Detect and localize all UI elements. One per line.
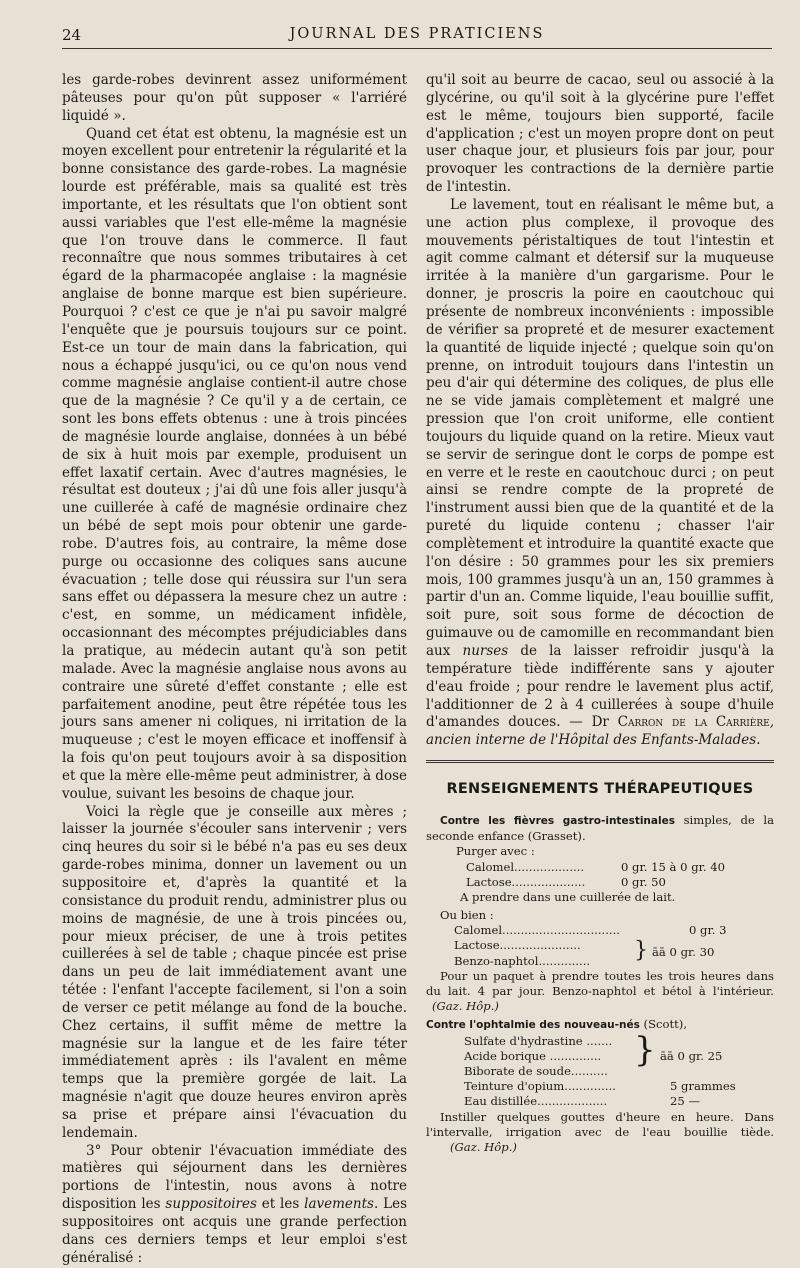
instruction: Ou bien :	[440, 908, 494, 923]
text-run: Pour un paquet à prendre toutes les trois heures dans du lait. 4 par jour. Benzo-naphtol et bétol à l'intérieur.	[426, 968, 774, 999]
section-divider	[426, 760, 774, 761]
paragraph	[426, 197, 774, 750]
source: (Gaz. Hôp.)	[450, 1140, 517, 1155]
instruction: A prendre dans une cuillerée de lait.	[460, 889, 676, 904]
dose: 25 —	[670, 1094, 701, 1109]
ingredient: Biborate de soude..........	[464, 1064, 608, 1079]
therapeutic-notes	[426, 813, 774, 1155]
prescription-line	[464, 1049, 774, 1064]
paragraph	[62, 1143, 407, 1268]
author-name: Carron de la Carrière	[617, 714, 770, 731]
author-role: , ancien interne de l'Hôpital des Enfants-Malades.	[426, 714, 774, 749]
prescription-line	[464, 1064, 774, 1079]
prescription-line	[454, 923, 774, 938]
ingredient: Lactose......................	[454, 938, 581, 953]
prescription-line	[466, 875, 774, 890]
remedy-title: Contre l'ophtalmie des nouveau-nés	[426, 1019, 640, 1032]
ingredient: Lactose....................	[466, 874, 586, 889]
text-run: et les	[256, 1196, 305, 1213]
instruction: Purger avec :	[456, 844, 535, 859]
remedy-heading	[426, 1017, 774, 1033]
section-title: RENSEIGNEMENTS THÉRAPEUTIQUES	[446, 781, 754, 798]
paragraph: Quand cet état est obtenu, la magnésie est un moyen excellent pour entretenir la régularité et la bonne consistance des garde-robes. La magnésie lourde est préférable, mais sa qualité est très importante, et les résultats que l'on obtient sont aussi variables que l'est elle-même la magnésie que l'on trouve dans le commerce. Il faut reconnaître que nous sommes tributaires à cet égard de la pharmacopée anglaise : la magnésie anglaise de bonne marque est bien supérieure. Pourquoi ? c'est ce que je n'ai pu savoir malgré l'enquête que je poursuis toujours sur ce point. Est-ce un tour de main dans la fabrication, qui nous a échappé jusqu'ici, ou ce qu'on nous vend comme magnésie anglaise contient-il autre chose que de la magnésie ? Ce qu'il y a de certain, ce sont les bons effets obtenus : une à trois pincées de magnésie lourde anglaise, données à un bébé de six à huit mois par exemple, produisent un effet laxatif certain. Avec d'autres magnésies, le résultat est douteux ; j'ai dû une fois aller jusqu'à une cuillerée à café de magnésie ordinaire chez un bébé de sept mois pour obtenir une garde-robe. D'autres fois, au contraire, la même dose purge ou occasionne des coliques sans aucune évacuation ; telle dose qui réussira sur l'un sera sans effet ou dépassera la mesure chez un autre : c'est, en somme, un médicament infidèle, occasionnant des mécomptes préjudiciables dans la pratique, au médecin autant qu'à son petit malade. Avec la magnésie anglaise nous avons au contraire une sûreté d'effet constante ; elle est parfaitement anodine, peut être répétée tous les jours sans amener ni coliques, ni irritation de la muqueuse ; c'est le moyen efficace et inoffensif à la fois qu'on peut toujours avoir à sa disposition et que la mère elle-même peut administrer, à dose voulue, suivant les besoins de chaque jour.	[62, 125, 408, 802]
emphasis: suppositoires	[165, 1196, 257, 1213]
running-title: JOURNAL DES PRATICIENS	[289, 26, 545, 42]
remedy-title: Contre les fièvres gastro-intestinales	[440, 814, 675, 827]
author-title: Dr	[591, 714, 618, 731]
brace-icon: }	[634, 1029, 656, 1070]
instruction	[426, 969, 774, 1015]
prescription-line	[454, 954, 774, 969]
prescription-line	[466, 860, 774, 875]
section-divider	[426, 762, 774, 763]
right-column	[426, 72, 774, 1155]
ingredient: Eau distillée...................	[464, 1094, 608, 1109]
text-run: de la laisser refroidir jusqu'à la température tiède indifférente sans y ajouter d'eau froide ; pour rendre le lavement plus actif, l'additionner de 2 à 4 cuillerées à soupe d'huile d'amandes douces. —	[426, 643, 775, 731]
paragraph: Voici la règle que je conseille aux mères ; laisser la journée s'écouler sans intervenir ; vers cinq heures du soir si le bébé n'a pas eu ses deux garde-robes minima, donner un lavement ou un suppositoire et, d'après la quantité et la consistance du produit rendu, administrer plus ou moins de magnésie, de une à trois pincées ou, pour mieux préciser, de une à trois petites cuillerées à sel de table ; chaque pincée est prise dans un peu de lait immédiatement avant une tétée : l'enfant l'accepte facilement, si l'on a soin de verser ce petit mélange au fond de la bouche. Chez certains, il suffit même de mettre la magnésie sur la langue et de les faire téter immédiatement après : ils l'avalent en même temps que la première gorgée de lait. La magnésie n'agit que douze heures environ après sa prise et prépare ainsi l'évacuation du lendemain.	[62, 803, 407, 1141]
text-run: (Scott),	[639, 1017, 688, 1032]
text-run: simples, de la seconde enfance (Grasset).	[426, 812, 774, 844]
dose: 0 gr. 15 à 0 gr. 40	[621, 859, 726, 874]
prescription-line	[464, 1034, 774, 1049]
ingredient: Calomel................................	[454, 923, 620, 938]
dose: āā 0 gr. 25	[660, 1048, 723, 1063]
instruction	[426, 1110, 774, 1156]
prescription-group	[454, 938, 774, 968]
dose: 0 gr. 3	[689, 923, 727, 938]
prescription-line	[464, 1094, 774, 1109]
text-run: . Les suppositoires ont acquis une grande perfection dans ces derniers temps et leur emploi s'est généralisé :	[62, 1196, 407, 1266]
prescription-group	[464, 1029, 774, 1080]
left-column	[62, 72, 407, 1268]
text-run: 3° Pour obtenir l'évacuation immédiate des matières qui séjournent dans les dernières portions de l'intestin, nous avons à notre disposition les	[62, 1142, 407, 1213]
ingredient: Calomel...................	[466, 859, 585, 874]
dose: āā 0 gr. 30	[652, 945, 715, 960]
dose: 0 gr. 50	[621, 874, 666, 889]
page-number: 24	[62, 26, 82, 44]
remedy-heading	[426, 813, 774, 844]
ingredient: Acide borique ..............	[464, 1048, 602, 1063]
ingredient: Benzo-naphtol..............	[454, 953, 591, 968]
dose: 5 grammes	[670, 1079, 736, 1094]
page-header	[62, 22, 772, 49]
ingredient: Teinture d'opium..............	[464, 1079, 616, 1094]
emphasis: lavements	[304, 1196, 374, 1213]
prescription-line	[464, 1079, 774, 1094]
text-run: Instiller quelques gouttes d'heure en heure. Dans l'intervalle, irrigation avec de l'eau bouillie tiède.	[426, 1109, 774, 1139]
paragraph: les garde-robes devinrent assez uniformément pâteuses pour qu'on pût supposer « l'arriéré liquidé ».	[62, 72, 407, 124]
ingredient: Sulfate d'hydrastine .......	[464, 1033, 613, 1048]
source: (Gaz. Hôp.)	[432, 999, 499, 1014]
prescription-line	[454, 938, 774, 953]
text-run: Le lavement, tout en réalisant le même but, a une action plus complexe, il provoque des mouvements péristaltiques de tout l'intestin et agit comme calmant et détersif sur la muqueuse irritée à la manière d'un gargarisme. Pour le donner, je proscris la poire en caoutchouc qui présente de nombreux inconvénients : impossible de vérifier sa propreté et de mesurer exactement la quantité de liquide injecté ; quelque soin qu'on prenne, on introduit toujours dans l'intestin un peu d'air qui détermine des coliques, de plus elle ne se vide jamais complètement et malgré une pression que l'on croit uniforme, elle contient toujours du liquide quand on la retire. Mieux vaut se servir de seringue dont le corps de pompe est en verre et le reste en caoutchouc durci ; on peut ainsi se rendre compte de la propreté de l'instrument aussi bien que de la quantité et de la pureté du liquide contenu ; chasser l'air complètement et introduire la quantité exacte que l'on désire : 50 grammes pour les six premiers mois, 100 grammes jusqu'à un an, 150 grammes à partir d'un an. Comme liquide, l'eau bouillie suffit, soit pure, soit sous forme de décoction de guimauve ou de camomille en recommandant bien aux	[426, 196, 774, 659]
paragraph: qu'il soit au beurre de cacao, seul ou associé à la glycérine, ou qu'il soit à la glycérine pure l'effet est le même, toujours bien supporté, facile d'application ; c'est un moyen propre dont on peut user chaque jour, et plusieurs fois par jour, pour provoquer les contractions de la dernière partie de l'intestin.	[426, 72, 774, 196]
emphasis: nurses	[462, 643, 509, 659]
brace-icon: }	[634, 938, 648, 964]
